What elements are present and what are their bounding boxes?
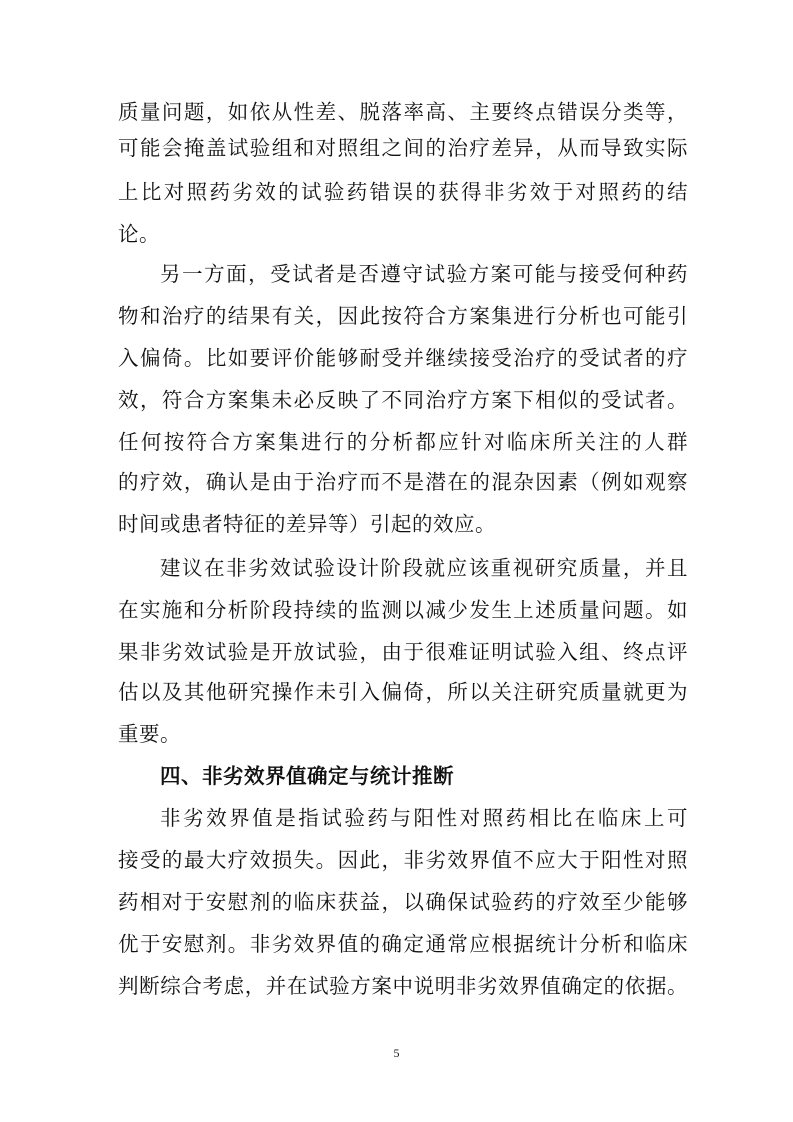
paragraph-line: 效，符合方案集未必反映了不同治疗方案下相似的受试者。 — [118, 388, 688, 412]
paragraph-line: 质量问题，如依从性差、脱落率高、主要终点错误分类等， — [118, 100, 688, 124]
paragraph-line: 药相对于安慰剂的临床获益，以确保试验药的疗效至少能够 — [118, 890, 688, 914]
paragraph-line: 接受的最大疗效损失。因此，非劣效界值不应大于阳性对照 — [118, 848, 688, 872]
paragraph-line: 判断综合考虑，并在试验方案中说明非劣效界值确定的依据。 — [118, 974, 688, 998]
paragraph-line: 另一方面，受试者是否遵守试验方案可能与接受何种药 — [160, 262, 688, 286]
section-heading: 四、非劣效界值确定与统计推断 — [160, 764, 454, 788]
paragraph-line: 非劣效界值是指试验药与阳性对照药相比在临床上可 — [160, 806, 688, 830]
paragraph-line: 估以及其他研究操作未引入偏倚，所以关注研究质量就更为 — [118, 680, 688, 704]
paragraph-line: 时间或患者特征的差异等）引起的效应。 — [118, 512, 496, 536]
paragraph-line: 优于安慰剂。非劣效界值的确定通常应根据统计分析和临床 — [118, 932, 688, 956]
paragraph-line: 的疗效，确认是由于治疗而不是潜在的混杂因素（例如观察 — [118, 470, 688, 494]
paragraph-line: 在实施和分析阶段持续的监测以减少发生上述质量问题。如 — [118, 598, 688, 622]
paragraph-line: 重要。 — [118, 722, 181, 746]
paragraph-line: 入偏倚。比如要评价能够耐受并继续接受治疗的受试者的疗 — [118, 346, 688, 370]
paragraph-line: 建议在非劣效试验设计阶段就应该重视研究质量，并且 — [160, 556, 688, 580]
paragraph-line: 果非劣效试验是开放试验，由于很难证明试验入组、终点评 — [118, 640, 688, 664]
paragraph-line: 物和治疗的结果有关，因此按符合方案集进行分析也可能引 — [118, 304, 688, 328]
paragraph-line: 可能会掩盖试验组和对照组之间的治疗差异，从而导致实际 — [118, 136, 688, 160]
paragraph-line: 上比对照药劣效的试验药错误的获得非劣效于对照药的结 — [118, 180, 688, 204]
paragraph-line: 论。 — [118, 222, 160, 246]
paragraph-line: 任何按符合方案集进行的分析都应针对临床所关注的人群 — [118, 430, 688, 454]
page-number: 5 — [393, 1046, 400, 1060]
